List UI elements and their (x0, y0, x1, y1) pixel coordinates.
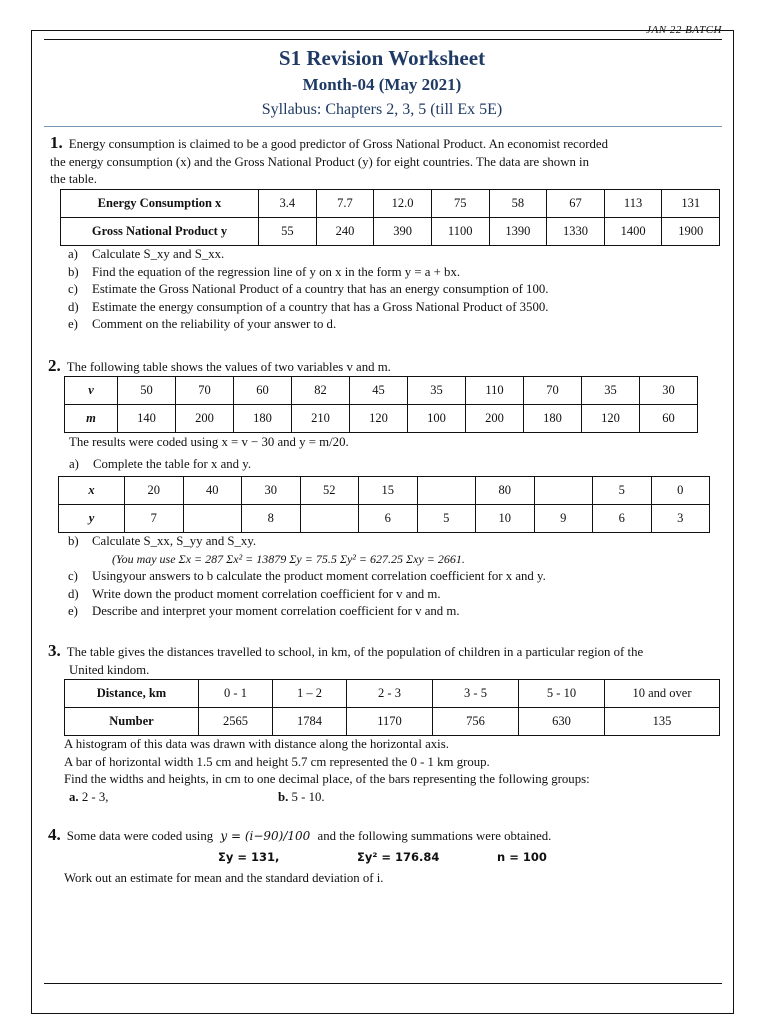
q1-line1: Energy consumption is claimed to be a good predictor of Gross National Product. An economist recorded (68, 137, 608, 151)
part-label: a. (69, 789, 79, 804)
worksheet-title: S1 Revision Worksheet (278, 46, 486, 70)
table-cell: 120 (350, 405, 408, 433)
table-cell: 390 (374, 218, 432, 246)
q1-parts (68, 246, 718, 334)
table-cell: 67 (547, 190, 605, 218)
row-label: x (59, 477, 125, 505)
table-cell: 5 - 10 (519, 680, 605, 708)
question-number: 2. (48, 356, 61, 375)
top-rule (44, 39, 722, 40)
batch-label: JAN 22 BATCH (646, 24, 722, 36)
row-label: v (65, 377, 118, 405)
table-cell: 7 (125, 505, 184, 533)
table-cell: 6 (593, 505, 652, 533)
table-cell: 20 (125, 477, 184, 505)
table-cell: 5 (593, 477, 652, 505)
table-cell: 2565 (199, 708, 273, 736)
q3-line2: United kindom. (69, 662, 150, 677)
table-cell: 60 (234, 377, 292, 405)
table-cell: 35 (582, 377, 640, 405)
table-row (61, 190, 720, 218)
list-item: d) Write down the product moment correlation coefficient for v and m. (68, 586, 441, 601)
part-text: 5 - 10. (291, 789, 325, 804)
table-cell: 7.7 (316, 190, 374, 218)
q3-body (64, 736, 724, 806)
table-cell: 1170 (347, 708, 433, 736)
list-item: a) Calculate S_xy and S_xx. (68, 247, 225, 261)
q4-summations (0, 850, 768, 870)
table-cell: 3 - 5 (433, 680, 519, 708)
table-cell (417, 477, 476, 505)
q2-coded-table (58, 476, 710, 533)
table-cell: 40 (183, 477, 242, 505)
table-cell: 3.4 (259, 190, 317, 218)
table-cell: 10 (476, 505, 535, 533)
table-cell: 131 (662, 190, 720, 218)
q4-line1-pre: Some data were coded using (66, 829, 214, 843)
q2-intro: The following table shows the values of two variables v and m. (66, 360, 391, 374)
table-cell: 1784 (273, 708, 347, 736)
sum-y-squared: Σy² = 176.84 (357, 850, 440, 864)
table-cell: 55 (259, 218, 317, 246)
table-cell: 210 (292, 405, 350, 433)
table-cell: 70 (176, 377, 234, 405)
table-row (59, 505, 710, 533)
table-cell: 756 (433, 708, 519, 736)
list-item: a) Complete the table for x and y. (69, 456, 252, 471)
table-row (65, 708, 720, 736)
table-cell: 82 (292, 377, 350, 405)
q2-data-table (64, 376, 698, 433)
list-item: c) Usingyour answers to b calculate the product moment correlation coefficient for x and y. (68, 569, 546, 583)
table-cell: 3 (651, 505, 710, 533)
worksheet-header (40, 44, 724, 122)
table-cell: 180 (234, 405, 292, 433)
table-cell: 50 (118, 377, 176, 405)
row-label: Number (65, 708, 199, 736)
row-label: Distance, km (65, 680, 199, 708)
part-text: 2 - 3, (81, 789, 109, 804)
table-row (65, 405, 698, 433)
table-cell: 0 - 1 (199, 680, 273, 708)
table-cell: 10 and over (605, 680, 720, 708)
table-cell: 140 (118, 405, 176, 433)
list-item: e) Comment on the reliability of your answer to d. (68, 317, 337, 331)
table-cell: 113 (604, 190, 662, 218)
row-label: y (59, 505, 125, 533)
table-cell: 1330 (547, 218, 605, 246)
q3-parts (64, 789, 724, 807)
table-cell: 5 (417, 505, 476, 533)
q4-body (64, 870, 724, 888)
table-cell: 1 – 2 (273, 680, 347, 708)
question-number: 1. (50, 133, 63, 152)
header-divider (44, 126, 722, 127)
q2-parts (68, 533, 724, 621)
table-cell (300, 505, 359, 533)
table-cell: 1900 (662, 218, 720, 246)
question-4 (46, 826, 726, 846)
q4-line2: Work out an estimate for mean and the standard deviation of i. (64, 871, 384, 885)
table-row (59, 477, 710, 505)
q4-coding: y = (i−90)/100 (220, 829, 311, 843)
q1-line2: the energy consumption (x) and the Gross National Product (y) for eight countries. The data are shown in (50, 154, 589, 169)
table-cell: 58 (489, 190, 547, 218)
table-cell: 9 (534, 505, 593, 533)
q3-line1: The table gives the distances travelled to school, in km, of the population of children in a particular region of the (66, 645, 644, 659)
table-cell: 200 (466, 405, 524, 433)
sample-size: n = 100 (497, 850, 547, 864)
table-cell: 630 (519, 708, 605, 736)
table-cell: 75 (431, 190, 489, 218)
q2-coding (69, 434, 719, 473)
table-cell: 8 (242, 505, 301, 533)
table-cell: 1390 (489, 218, 547, 246)
bottom-rule (44, 983, 722, 984)
q2-coded-line: The results were coded using x = v − 30 and y = m/20. (69, 435, 349, 449)
table-cell: 200 (176, 405, 234, 433)
question-2 (46, 357, 726, 377)
table-row (65, 377, 698, 405)
question-3 (46, 642, 726, 679)
table-cell: 135 (605, 708, 720, 736)
table-row (65, 680, 720, 708)
table-cell (183, 505, 242, 533)
row-label: Gross National Product y (61, 218, 259, 246)
list-item: e) Describe and interpret your moment correlation coefficient for v and m. (68, 604, 460, 618)
q2-hint: (You may use Σx = 287 Σx² = 13879 Σy = 75.5 Σy² = 627.25 Σxy = 2661. (112, 551, 465, 566)
table-cell: 15 (359, 477, 418, 505)
table-cell: 120 (582, 405, 640, 433)
table-cell: 30 (640, 377, 698, 405)
list-item: b) Find the equation of the regression line of y on x in the form y = a + bx. (68, 264, 461, 279)
worksheet-syllabus: Syllabus: Chapters 2, 3, 5 (till Ex 5E) (261, 101, 503, 118)
q3-line5: Find the widths and heights, in cm to one decimal place, of the bars representing the following groups: (64, 772, 590, 786)
table-cell: 30 (242, 477, 301, 505)
table-cell: 6 (359, 505, 418, 533)
q3-line4: A bar of horizontal width 1.5 cm and height 5.7 cm represented the 0 - 1 km group. (64, 754, 490, 769)
table-cell: 2 - 3 (347, 680, 433, 708)
row-label: m (65, 405, 118, 433)
table-cell: 1100 (431, 218, 489, 246)
table-cell: 35 (408, 377, 466, 405)
question-1 (46, 134, 726, 189)
q3-line3: A histogram of this data was drawn with distance along the horizontal axis. (64, 737, 449, 751)
q3-data-table (64, 679, 720, 736)
table-cell: 52 (300, 477, 359, 505)
table-cell: 110 (466, 377, 524, 405)
list-item: b) Calculate S_xx, S_yy and S_xy. (68, 534, 257, 548)
table-cell: 240 (316, 218, 374, 246)
list-item: c) Estimate the Gross National Product of a country that has an energy consumption of 100. (68, 282, 549, 296)
sum-y: Σy = 131, (218, 850, 280, 864)
part-label: b. (278, 789, 289, 804)
worksheet-month: Month-04 (May 2021) (302, 75, 462, 94)
table-row (61, 218, 720, 246)
table-cell: 45 (350, 377, 408, 405)
table-cell (534, 477, 593, 505)
table-cell: 0 (651, 477, 710, 505)
q1-data-table (60, 189, 720, 246)
q1-line3: the table. (50, 172, 97, 186)
table-cell: 12.0 (374, 190, 432, 218)
table-cell: 60 (640, 405, 698, 433)
table-cell: 1400 (604, 218, 662, 246)
table-cell: 70 (524, 377, 582, 405)
question-number: 3. (48, 641, 61, 660)
row-label: Energy Consumption x (61, 190, 259, 218)
table-cell: 180 (524, 405, 582, 433)
table-cell: 100 (408, 405, 466, 433)
question-number: 4. (48, 825, 61, 844)
list-item: d) Estimate the energy consumption of a country that has a Gross National Product of 3500. (68, 299, 549, 314)
table-cell: 80 (476, 477, 535, 505)
q4-line1-post: and the following summations were obtained. (317, 829, 552, 843)
